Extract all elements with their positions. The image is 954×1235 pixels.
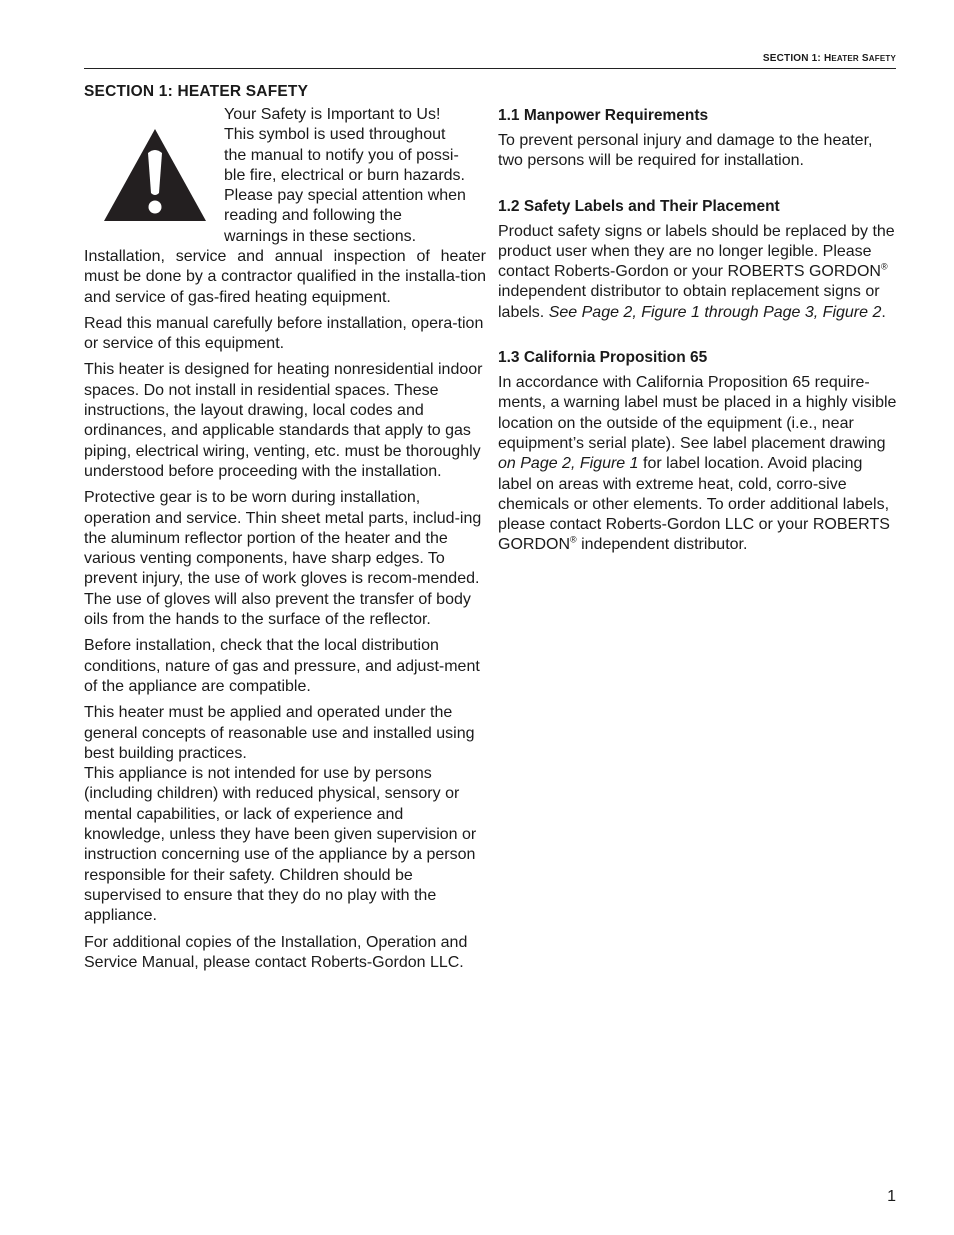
page-number: 1 [887, 1188, 896, 1205]
paragraph-additional-copies: For additional copies of the Installation, Operation and Service Manual, please contact Roberts-Gordon LLC. [84, 933, 468, 971]
registered-mark: ® [880, 261, 888, 272]
paragraph-design: This heater is designed for heating nonresidential indoor spaces. Do not install in residential spaces. These instructions, the layout drawing, local codes and ordinances, and applicable standards that apply to gas piping, electrical wiring, venting, etc. must be thoroughly understood before proceeding with the installation. [84, 361, 483, 480]
paragraph-manpower: To prevent personal injury and damage to the heater, two persons will be required for installation. [498, 132, 873, 170]
paragraph-applied: This heater must be applied and operated under the general concepts of reasonable use and installed using best building practices. [84, 704, 475, 762]
paragraph-installation: Installation, service and annual inspection of heater must be done by a contractor qualified in the installa-tion and service of gas-fired heating equipment. [84, 248, 486, 306]
intro-line: Please pay special attention when [224, 187, 466, 205]
intro-line: the manual to notify you of possi- [224, 146, 459, 164]
left-column [84, 82, 486, 979]
heading-manpower: 1.1 Manpower Requirements [498, 107, 709, 124]
warning-triangle-icon [102, 127, 208, 223]
paragraph-read-manual: Read this manual carefully before installation, opera-tion or service of this equipment. [84, 314, 484, 353]
intro-line: This symbol is used throughout [224, 126, 446, 144]
right-column [498, 106, 900, 581]
registered-mark: ® [570, 535, 577, 546]
intro-line: Your Safety is Important to Us! [224, 106, 441, 123]
intro-line: reading and following the [224, 207, 402, 225]
heading-prop65: 1.3 California Proposition 65 [498, 349, 708, 367]
labels-section [498, 197, 900, 323]
paragraph-before-installation: Before installation, check that the local distribution conditions, nature of gas and pressure, and adjust-ment of the appliance are compatible. [84, 637, 480, 695]
section-title: SECTION 1: HEATER SAFETY [84, 83, 309, 100]
intro-line: ble fire, electrical or burn hazards. [224, 166, 465, 184]
manpower-section [498, 106, 900, 172]
intro-line: warnings in these sections. [224, 227, 417, 245]
paragraph-appliance-use: This appliance is not intended for use by persons (including children) with reduced physical, sensory or mental capabilities, or lack of experience and knowledge, unless they have been given supervision or instruction concerning use of the appliance by a person responsible for their safety. Children should be supervised to ensure that they do no play with the appliance. [84, 765, 477, 925]
running-head: SECTION 1: HEATER SAFETY [762, 53, 896, 64]
paragraph-prop65: In accordance with California Proposition 65 require-ments, a warning label must be placed in a highly visible location on the outside of the equipment (i.e., near equipment’s serial plate). See label placement drawing on Page 2, Figure 1 for label location. Avoid placing label on areas with extreme heat, cold, corro-sive chemicals or other elements. To order additional labels, please contact Roberts-Gordon LLC or your ROBERTS GORDON® independent distributor. [498, 374, 897, 554]
header-rule [84, 68, 896, 69]
paragraph-safety-labels: Product safety signs or labels should be replaced by the product user when they are no longer legible. Please contact Roberts-Gordon or your ROBERTS GORDON® independent distributor to obtain replacement signs or labels. See Page 2, Figure 1 through Page 3, Figure 2. [498, 222, 895, 321]
safety-intro [84, 105, 486, 247]
figure-reference: on Page 2, Figure 1 [498, 455, 639, 473]
paragraph-protective-gear: Protective gear is to be worn during installation, operation and service. Thin sheet metal parts, includ-ing the aluminum reflector portion of the heater and the various venting components, have sharp edges. To prevent injury, the use of work gloves is recom-mended. The use of gloves will also prevent the transfer of body oils from the hands to the surface of the reflector. [84, 489, 482, 629]
figure-reference: See Page 2, Figure 1 through Page 3, Figure 2 [548, 303, 882, 321]
heading-safety-labels: 1.2 Safety Labels and Their Placement [498, 197, 780, 215]
prop65-section [498, 348, 900, 556]
intro-text [224, 105, 486, 247]
